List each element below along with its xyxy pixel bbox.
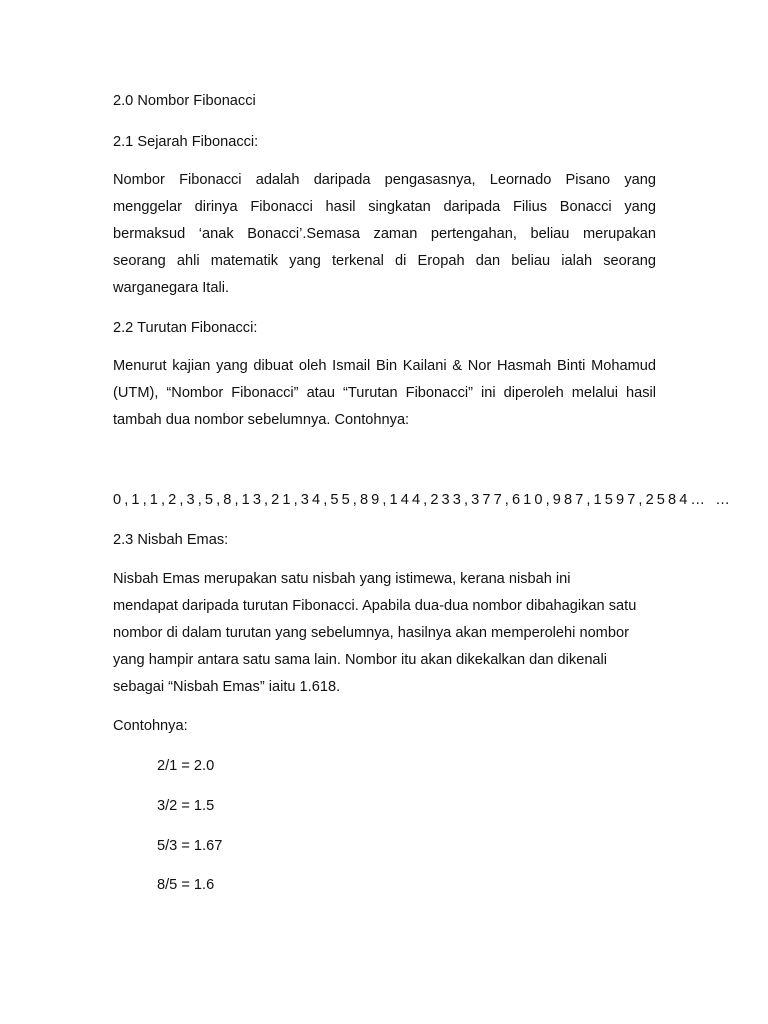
paragraph-line: Nisbah Emas merupakan satu nisbah yang istimewa, kerana nisbah ini <box>113 571 571 587</box>
paragraph-line: Nombor Fibonacci adalah daripada pengasasnya, Leornado Pisano yang <box>113 172 656 188</box>
example-ratio: 5/3 = 1.67 <box>157 838 223 854</box>
section-2-3-paragraph <box>113 566 673 701</box>
examples-label: Contohnya: <box>113 718 188 734</box>
paragraph-line: Menurut kajian yang dibuat oleh Ismail Bin Kailani & Nor Hasmah Binti Mohamud <box>113 358 656 374</box>
section-2-2-paragraph <box>113 353 656 434</box>
paragraph-line: seorang ahli matematik yang terkenal di Eropah dan beliau ialah seorang <box>113 253 656 269</box>
main-heading: 2.0 Nombor Fibonacci <box>113 93 256 109</box>
paragraph-line: nombor di dalam turutan yang sebelumnya, hasilnya akan memperolehi nombor <box>113 625 629 641</box>
example-ratio: 3/2 = 1.5 <box>157 798 215 814</box>
section-2-2-heading: 2.2 Turutan Fibonacci: <box>113 320 258 336</box>
section-2-1-paragraph <box>113 167 656 302</box>
section-2-1-heading: 2.1 Sejarah Fibonacci: <box>113 134 259 150</box>
example-ratio: 8/5 = 1.6 <box>157 877 215 893</box>
paragraph-line: (UTM), “Nombor Fibonacci” atau “Turutan Fibonacci” ini diperoleh melalui hasil <box>113 385 656 401</box>
fibonacci-sequence: 0,1,1,2,3,5,8,13,21,34,55,89,144,233,377,610,987,1597,2584… … <box>113 492 733 508</box>
paragraph-line: menggelar dirinya Fibonacci hasil singkatan daripada Filius Bonacci yang <box>113 199 656 215</box>
paragraph-line: mendapat daripada turutan Fibonacci. Apabila dua-dua nombor dibahagikan satu <box>113 598 637 614</box>
paragraph-line: bermaksud ‘anak Bonacci’.Semasa zaman pertengahan, beliau merupakan <box>113 226 656 242</box>
paragraph-line: yang hampir antara satu sama lain. Nombor itu akan dikekalkan dan dikenali <box>113 652 608 668</box>
paragraph-line: sebagai “Nisbah Emas” iaitu 1.618. <box>113 679 341 695</box>
section-2-3-heading: 2.3 Nisbah Emas: <box>113 532 229 548</box>
paragraph-line: warganegara Itali. <box>113 280 230 296</box>
example-ratio: 2/1 = 2.0 <box>157 758 215 774</box>
paragraph-line: tambah dua nombor sebelumnya. Contohnya: <box>113 412 410 428</box>
